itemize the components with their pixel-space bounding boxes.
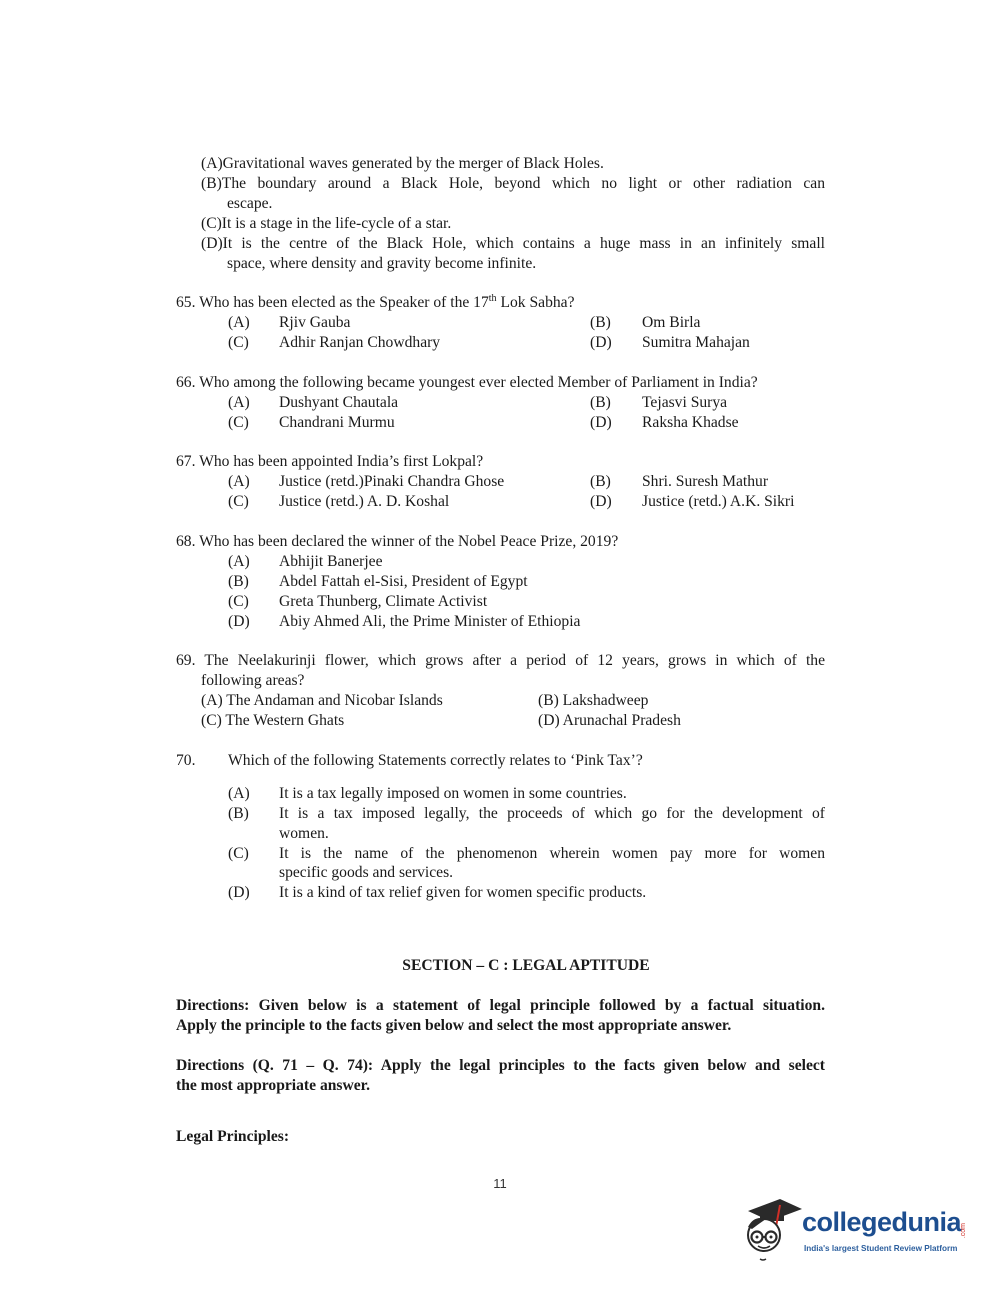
option-text: It is the centre of the Black Hole, which contains a huge mass in an infinitely small [222, 235, 825, 252]
q68-c-label: (C) [228, 593, 249, 610]
q66-b-text: Tejasvi Surya [642, 394, 728, 411]
directions-2-line2: the most appropriate answer. [176, 1077, 371, 1094]
q68-c-text: Greta Thunberg, Climate Activist [279, 593, 488, 610]
q67-c-text: Justice (retd.) A. D. Koshal [279, 493, 450, 510]
mascot-icon [740, 1193, 806, 1265]
q64-option-d-line2: space, where density and gravity become infinite. [227, 255, 537, 272]
directions-1-line1: Directions: Given below is a statement of legal principle followed by a factual situation. [176, 997, 825, 1014]
q67-d-text: Justice (retd.) A.K. Sikri [642, 493, 795, 510]
q69-question-line2: following areas? [201, 672, 305, 689]
directions-1-line2: Apply the principle to the facts given below and select the most appropriate answer. [176, 1017, 732, 1034]
logo-name: collegedunia [802, 1207, 962, 1237]
q67-b-label: (B) [590, 473, 611, 490]
q64-option-b-line2: escape. [227, 195, 273, 212]
option-text: It is a stage in the life-cycle of a star. [221, 215, 452, 232]
q69-option-a: (A) The Andaman and Nicobar Islands [201, 692, 443, 709]
option-label: (B) [201, 175, 222, 192]
q70-c-text-line2: specific goods and services. [279, 864, 454, 881]
q67-b-text: Shri. Suresh Mathur [642, 473, 769, 490]
superscript: th [488, 292, 497, 304]
q70-c-text-line1: It is the name of the phenomenon wherein women pay more for women [279, 845, 825, 862]
q68-b-label: (B) [228, 573, 249, 590]
question-text: 65. Who has been elected as the Speaker of the 17 [176, 294, 489, 311]
q66-d-text: Raksha Khadse [642, 414, 739, 431]
q66-d-label: (D) [590, 414, 612, 431]
option-label: (D) [201, 235, 223, 252]
option-text: The boundary around a Black Hole, beyond which no light or other radiation can [221, 175, 825, 192]
q65-b-text: Om Birla [642, 314, 701, 331]
q65-d-label: (D) [590, 334, 612, 351]
q65-c-label: (C) [228, 334, 249, 351]
q70-b-text-line2: women. [279, 825, 329, 842]
q66-a-text: Dushyant Chautala [279, 394, 399, 411]
directions-2-line1: Directions (Q. 71 – Q. 74): Apply the legal principles to the facts given below and select [176, 1057, 825, 1074]
logo-tagline: India's largest Student Review Platform [804, 1244, 958, 1253]
option-label: (C) [201, 215, 222, 232]
q64-option-a [201, 154, 604, 174]
q66-question: 66. Who among the following became youngest ever elected Member of Parliament in India? [176, 374, 758, 391]
q67-d-label: (D) [590, 493, 612, 510]
q70-question: Which of the following Statements correctly relates to ‘Pink Tax’? [228, 752, 643, 769]
q70-d-label: (D) [228, 884, 250, 901]
q69-option-d: (D) Arunachal Pradesh [538, 712, 681, 729]
q68-d-label: (D) [228, 613, 250, 630]
q67-a-label: (A) [228, 473, 250, 490]
q66-b-label: (B) [590, 394, 611, 411]
q65-a-text: Rjiv Gauba [279, 314, 351, 331]
logo-wordmark [802, 1207, 961, 1237]
q70-a-label: (A) [228, 785, 250, 802]
q68-d-text: Abiy Ahmed Ali, the Prime Minister of Ethiopia [279, 613, 581, 630]
q69-option-b: (B) Lakshadweep [538, 692, 649, 709]
q68-question: 68. Who has been declared the winner of the Nobel Peace Prize, 2019? [176, 533, 619, 550]
q66-c-label: (C) [228, 414, 249, 431]
q65-b-label: (B) [590, 314, 611, 331]
q65-d-text: Sumitra Mahajan [642, 334, 750, 351]
q69-question-line1: 69. The Neelakurinji flower, which grows after a period of 12 years, grows in which of the [176, 652, 825, 669]
page-number: 11 [493, 1176, 507, 1191]
option-label: (A) [201, 155, 223, 172]
q67-question: 67. Who has been appointed India’s first Lokpal? [176, 453, 484, 470]
q70-number: 70. [176, 752, 196, 769]
section-heading: SECTION – C : LEGAL APTITUDE [402, 957, 650, 974]
logo-com: .com [960, 1223, 967, 1239]
q70-c-label: (C) [228, 845, 249, 862]
q64-option-d-line1 [201, 234, 825, 254]
q68-a-text: Abhijit Banerjee [279, 553, 383, 570]
legal-principles-heading: Legal Principles: [176, 1128, 290, 1145]
q70-b-label: (B) [228, 805, 249, 822]
q69-option-c: (C) The Western Ghats [201, 712, 345, 729]
q64-option-c [201, 214, 451, 234]
q65-question [176, 293, 575, 313]
q68-a-label: (A) [228, 553, 250, 570]
option-text: Gravitational waves generated by the merger of Black Holes. [222, 155, 604, 172]
q65-c-text: Adhir Ranjan Chowdhary [279, 334, 441, 351]
question-text-end: Lok Sabha? [496, 294, 575, 311]
q64-option-b-line1 [201, 174, 825, 194]
q67-a-text: Justice (retd.)Pinaki Chandra Ghose [279, 473, 505, 490]
q65-a-label: (A) [228, 314, 250, 331]
q70-d-text: It is a kind of tax relief given for women specific products. [279, 884, 647, 901]
q70-a-text: It is a tax legally imposed on women in some countries. [279, 785, 627, 802]
q67-c-label: (C) [228, 493, 249, 510]
collegedunia-logo [740, 1193, 970, 1265]
q66-a-label: (A) [228, 394, 250, 411]
q66-c-text: Chandrani Murmu [279, 414, 395, 431]
q68-b-text: Abdel Fattah el-Sisi, President of Egypt [279, 573, 528, 590]
q70-b-text-line1: It is a tax imposed legally, the proceeds of which go for the development of [279, 805, 825, 822]
